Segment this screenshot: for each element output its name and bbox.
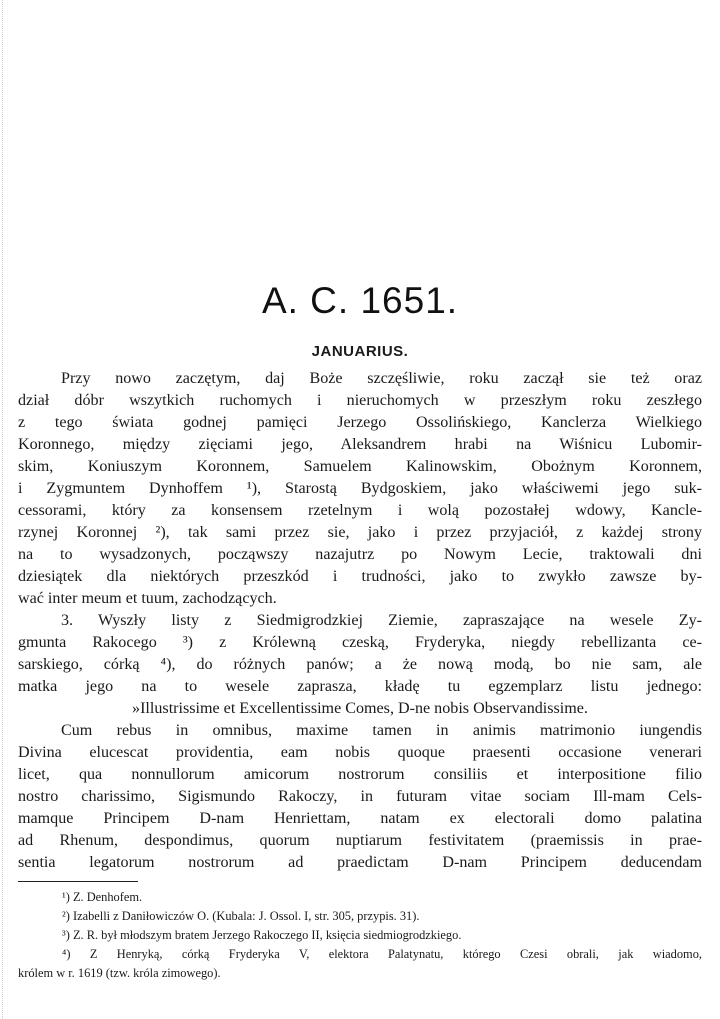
text-line: wać inter meum et tuum, zachodzących. [18, 590, 277, 607]
text-line: na to wysadzonych, począwszy nazajutrz po Nowym Lecie, traktowali dni [18, 546, 702, 563]
text-line: i Zygmuntem Dynhoffem ¹), Starostą Bydgoskiem, jako właściwemi jego suk- [18, 480, 702, 497]
text-line: mamque Principem D-nam Henriettam, natam ex electorali domo palatina [18, 810, 702, 827]
text-line: matka jego na to wesele zaprasza, kładę tu egzemplarz listu jednego: [18, 678, 702, 695]
footnote-divider [18, 881, 138, 882]
text-line: sarskiego, córką ⁴), do różnych panów; a że nową modą, bo nie sam, ale [18, 656, 702, 673]
text-line: Cum rebus in omnibus, maxime tamen in animis matrimonio iungendis [61, 722, 702, 739]
text-line: Divina elucescat providentia, eam nobis quoque praesenti occasione venerari [18, 744, 702, 761]
text-line: cessorami, który za konsensem rzetelnym i wolą pozostałej wdowy, Kancle- [18, 502, 702, 519]
text-line: gmunta Rakocego ³) z Królewną czeską, Fryderyka, niegdy rebellizanta ce- [18, 634, 702, 651]
text-line: skim, Koniuszym Koronnem, Samuelem Kalinowskim, Obożnym Koronnem, [18, 458, 702, 475]
footnote: ²) Izabelli z Daniłowiczów O. (Kubala: J. Ossol. I, str. 305, przypis. 31). [62, 909, 420, 923]
text-line: nostro charissimo, Sigismundo Rakoczy, in futuram vitae sociam Ill-mam Cels- [18, 788, 702, 805]
section-heading: JANUARIUS. [311, 343, 409, 360]
text-line: licet, qua nonnullorum amicorum nostrorum consiliis et interpositione filio [18, 766, 702, 783]
text-line: dział dóbr wszytkich ruchomych i nieruchomych w przeszłym roku zeszłego [18, 392, 702, 409]
footnote: ¹) Z. Denhofem. [62, 890, 143, 904]
text-line: rzynej Koronnej ²), tak sami przez sie, jako i przez przyjaciół, z każdej strony [18, 524, 702, 541]
footnote-continuation: królem w r. 1619 (tzw. króla zimowego). [18, 966, 221, 980]
text-line: Koronnego, między zięciami jego, Aleksandrem hrabi na Wiśnicu Lubomir- [18, 436, 702, 453]
text-line: dziesiątek dla niektórych przeszkód i trudności, jako to zwykło zawsze by- [18, 568, 702, 585]
page-title: A. C. 1651. [261, 280, 459, 321]
body-text [18, 368, 702, 874]
footnote: ⁴) Z Henryką, córką Fryderyka V, elektora Palatynatu, którego Czesi obrali, jak wiadomo, [62, 947, 702, 961]
footnote: ³) Z. R. był młodszym bratem Jerzego Rakoczego II, księcia siedmiogrodzkiego. [62, 928, 462, 942]
footnotes [18, 888, 702, 983]
text-line: z tego świata godnej pamięci Jerzego Ossolińskiego, Kanclerza Wielkiego [18, 414, 702, 431]
scan-edge-mark [2, 0, 3, 1019]
text-line: Przy nowo zaczętym, daj Boże szczęśliwie, roku zaczął sie też oraz [61, 370, 702, 387]
text-line: 3. Wyszły listy z Siedmigrodzkiej Ziemie, zapraszające na wesele Zy- [61, 612, 702, 629]
text-line: ad Rhenum, despondimus, quorum nuptiarum festivitatem (praemissis in prae- [18, 832, 702, 849]
text-line: »Illustrissime et Excellentissime Comes, D-ne nobis Observandissime. [132, 700, 588, 717]
text-line: sentia legatorum nostrorum ad praedictam D-nam Principem deducendam [18, 854, 702, 871]
